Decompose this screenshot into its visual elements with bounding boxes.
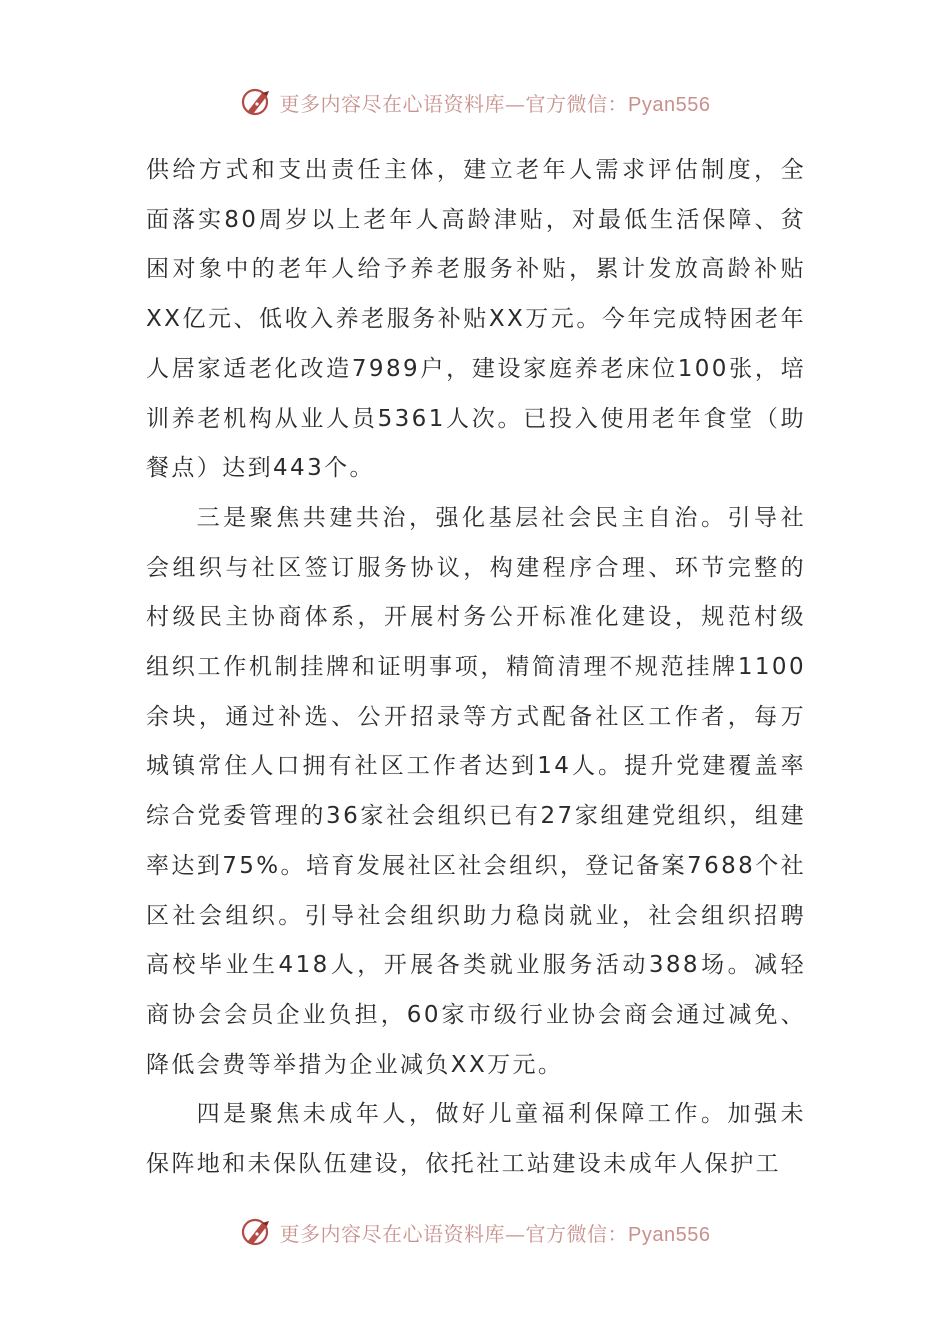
document-body bbox=[146, 146, 806, 1186]
banner-text: 更多内容尽在心语资料库—官方微信：Pyan556 bbox=[279, 1221, 711, 1246]
pen-nib-circle-icon bbox=[240, 85, 274, 119]
footer-banner bbox=[0, 1212, 950, 1252]
header-banner bbox=[0, 82, 950, 122]
banner-text: 更多内容尽在心语资料库—官方微信：Pyan556 bbox=[279, 91, 711, 116]
paragraph-1: 供给方式和支出责任主体，建立老年人需求评估制度，全面落实80周岁以上老年人高龄津贴，对最低生活保障、贫困对象中的老年人给予养老服务补贴，累计发放高龄补贴XX亿元、低收入养老服务补贴XX万元。今年完成特困老年人居家适老化改造7989户，建设家庭养老床位100张，培训养老机构从业人员5361人次。已投入使用老年食堂（助餐点）达到443个。 bbox=[146, 157, 806, 482]
wechat-id: Pyan556 bbox=[628, 1223, 711, 1246]
pen-nib-circle-icon bbox=[240, 1215, 274, 1249]
paragraph-3: 四是聚焦未成年人，做好儿童福利保障工作。加强未保阵地和未保队伍建设，依托社工站建设未成年人保护工 bbox=[146, 1101, 806, 1178]
wechat-id: Pyan556 bbox=[628, 93, 711, 116]
paragraph-2: 三是聚焦共建共治，强化基层社会民主自治。引导社会组织与社区签订服务协议，构建程序合理、环节完整的村级民主协商体系，开展村务公开标准化建设，规范村级组织工作机制挂牌和证明事项，精简清理不规范挂牌1100余块，通过补选、公开招录等方式配备社区工作者，每万城镇常住人口拥有社区工作者达到14人。提升党建覆盖率综合党委管理的36家社会组织已有27家组建党组织，组建率达到75%。培育发展社区社会组织，登记备案7688个社区社会组织。引导社会组织助力稳岗就业，社会组织招聘高校毕业生418人，开展各类就业服务活动388场。减轻商协会会员企业负担，60家市级行业协会商会通过减免、降低会费等举措为企业减负XX万元。 bbox=[146, 504, 806, 1078]
